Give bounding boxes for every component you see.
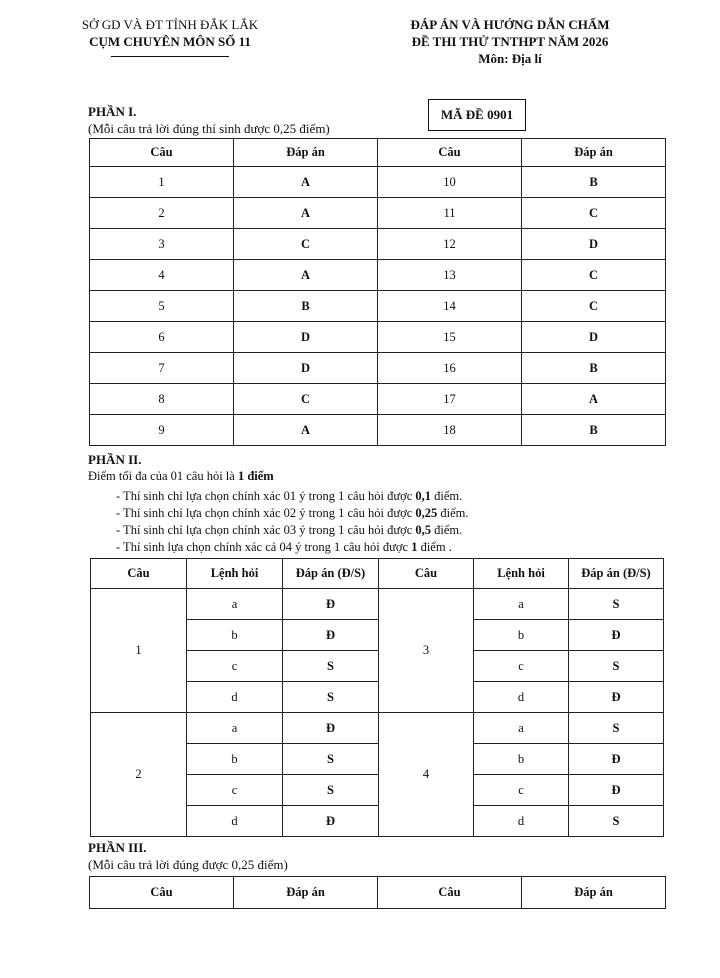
answer-cell: C [522,291,666,322]
scoring-rule: - Thí sinh lựa chọn chính xác cả 04 ý trong 1 câu hỏi được 1 điểm . [116,540,452,554]
true-false-answer-cell: S [283,651,379,682]
answer-cell: B [234,291,378,322]
header-cell: Đáp án (Đ/S) [283,559,379,589]
question-number-cell: 3 [90,229,234,260]
true-false-answer-cell: Đ [283,713,379,744]
answer-cell: C [234,384,378,415]
question-number-cell: 11 [378,198,522,229]
header-cell: Lệnh hỏi [474,559,569,589]
answer-cell: C [522,260,666,291]
question-number-cell: 2 [91,713,187,837]
header-cell: Lệnh hỏi [187,559,283,589]
true-false-answer-cell: S [283,744,379,775]
statement-cell: b [187,744,283,775]
true-false-answer-cell: S [283,682,379,713]
header-cell: Đáp án [234,877,378,909]
true-false-answer-cell: S [569,589,664,620]
part1-table [89,138,666,446]
part1-title: PHẦN I. [88,104,137,119]
scoring-rule: - Thí sinh chỉ lựa chọn chính xác 02 ý trong 1 câu hỏi được 0,25 điểm. [116,506,469,520]
true-false-answer-cell: Đ [569,775,664,806]
part2-title: PHẦN II. [88,452,142,467]
true-false-answer-cell: S [569,651,664,682]
statement-cell: a [187,589,283,620]
table-row [90,384,666,415]
statement-cell: a [474,713,569,744]
table-row [90,198,666,229]
table-row [91,713,664,744]
question-number-cell: 2 [90,198,234,229]
true-false-answer-cell: Đ [569,620,664,651]
statement-cell: d [474,806,569,837]
answer-cell: A [234,260,378,291]
statement-cell: c [187,651,283,682]
question-number-cell: 3 [379,589,474,713]
question-number-cell: 7 [90,353,234,384]
header-cell: Câu [379,559,474,589]
cluster-name: CỤM CHUYÊN MÔN SỐ 11 [89,34,251,49]
question-number-cell: 16 [378,353,522,384]
question-number-cell: 4 [90,260,234,291]
answer-cell: D [234,322,378,353]
table-row [91,589,664,620]
answer-cell: C [522,198,666,229]
question-number-cell: 9 [90,415,234,446]
statement-cell: d [187,806,283,837]
header-cell: Câu [378,877,522,909]
table-row [90,260,666,291]
header-cell: Câu [378,139,522,167]
question-number-cell: 12 [378,229,522,260]
school-header [80,16,260,57]
question-number-cell: 5 [90,291,234,322]
table-row [90,353,666,384]
answer-cell: D [522,229,666,260]
true-false-answer-cell: Đ [569,682,664,713]
question-number-cell: 17 [378,384,522,415]
answer-cell: B [522,415,666,446]
part3-title: PHẦN III. [88,840,147,855]
part2-intro-text: Điểm tối đa của 01 câu hỏi là [88,469,238,483]
question-number-cell: 6 [90,322,234,353]
statement-cell: c [474,775,569,806]
header-cell: Đáp án [522,139,666,167]
part2-table [90,558,664,837]
header-cell: Câu [90,139,234,167]
table-header-row [90,877,666,909]
statement-cell: b [187,620,283,651]
question-number-cell: 10 [378,167,522,198]
table-header-row [90,139,666,167]
question-number-cell: 14 [378,291,522,322]
subject-label: Môn: Địa lí [478,51,542,66]
answer-cell: A [234,198,378,229]
statement-cell: a [187,713,283,744]
table-row [90,167,666,198]
part3-table [89,876,666,909]
true-false-answer-cell: Đ [283,589,379,620]
part2-max-score: 1 điểm [237,469,274,483]
part2-table-body [91,589,664,837]
question-number-cell: 8 [90,384,234,415]
document-title: ĐÁP ÁN VÀ HƯỚNG DẪN CHẤM [410,17,610,32]
statement-cell: a [474,589,569,620]
header-cell: Câu [91,559,187,589]
table-row [90,415,666,446]
true-false-answer-cell: S [569,806,664,837]
true-false-answer-cell: S [283,775,379,806]
exam-code-box: MÃ ĐỀ 0901 [428,99,526,131]
answer-cell: C [234,229,378,260]
question-number-cell: 18 [378,415,522,446]
table-header-row [91,559,664,589]
answer-cell: A [234,167,378,198]
header-cell: Đáp án [522,877,666,909]
question-number-cell: 1 [91,589,187,713]
true-false-answer-cell: S [569,713,664,744]
statement-cell: c [187,775,283,806]
header-cell: Đáp án [234,139,378,167]
header-cell: Câu [90,877,234,909]
statement-cell: c [474,651,569,682]
answer-cell: A [234,415,378,446]
true-false-answer-cell: Đ [283,806,379,837]
table-row [90,291,666,322]
question-number-cell: 13 [378,260,522,291]
statement-cell: b [474,744,569,775]
statement-cell: b [474,620,569,651]
table-row [90,229,666,260]
document-title-block [380,16,640,67]
true-false-answer-cell: Đ [283,620,379,651]
part1-table-body [90,167,666,446]
scoring-rules [116,488,469,556]
part1-note: (Mỗi câu trả lời đúng thí sinh được 0,25 điểm) [88,121,330,136]
answer-cell: A [522,384,666,415]
scoring-rule: - Thí sinh chỉ lựa chọn chính xác 03 ý trong 1 câu hỏi được 0,5 điểm. [116,523,463,537]
statement-cell: d [474,682,569,713]
part2-intro [88,469,274,484]
answer-cell: D [522,322,666,353]
statement-cell: d [187,682,283,713]
answer-cell: D [234,353,378,384]
header-underline [111,56,229,57]
table-row [90,322,666,353]
header-cell: Đáp án (Đ/S) [569,559,664,589]
answer-cell: B [522,167,666,198]
exam-title: ĐỀ THI THỬ TNTHPT NĂM 2026 [411,34,609,49]
question-number-cell: 4 [379,713,474,837]
true-false-answer-cell: Đ [569,744,664,775]
department-name: SỞ GD VÀ ĐT TỈNH ĐẮK LẮK [81,17,259,32]
part3-note: (Mỗi câu trả lời đúng được 0,25 điểm) [88,857,288,872]
question-number-cell: 1 [90,167,234,198]
scoring-rule: - Thí sinh chỉ lựa chọn chính xác 01 ý trong 1 câu hỏi được 0,1 điểm. [116,489,463,503]
question-number-cell: 15 [378,322,522,353]
answer-cell: B [522,353,666,384]
